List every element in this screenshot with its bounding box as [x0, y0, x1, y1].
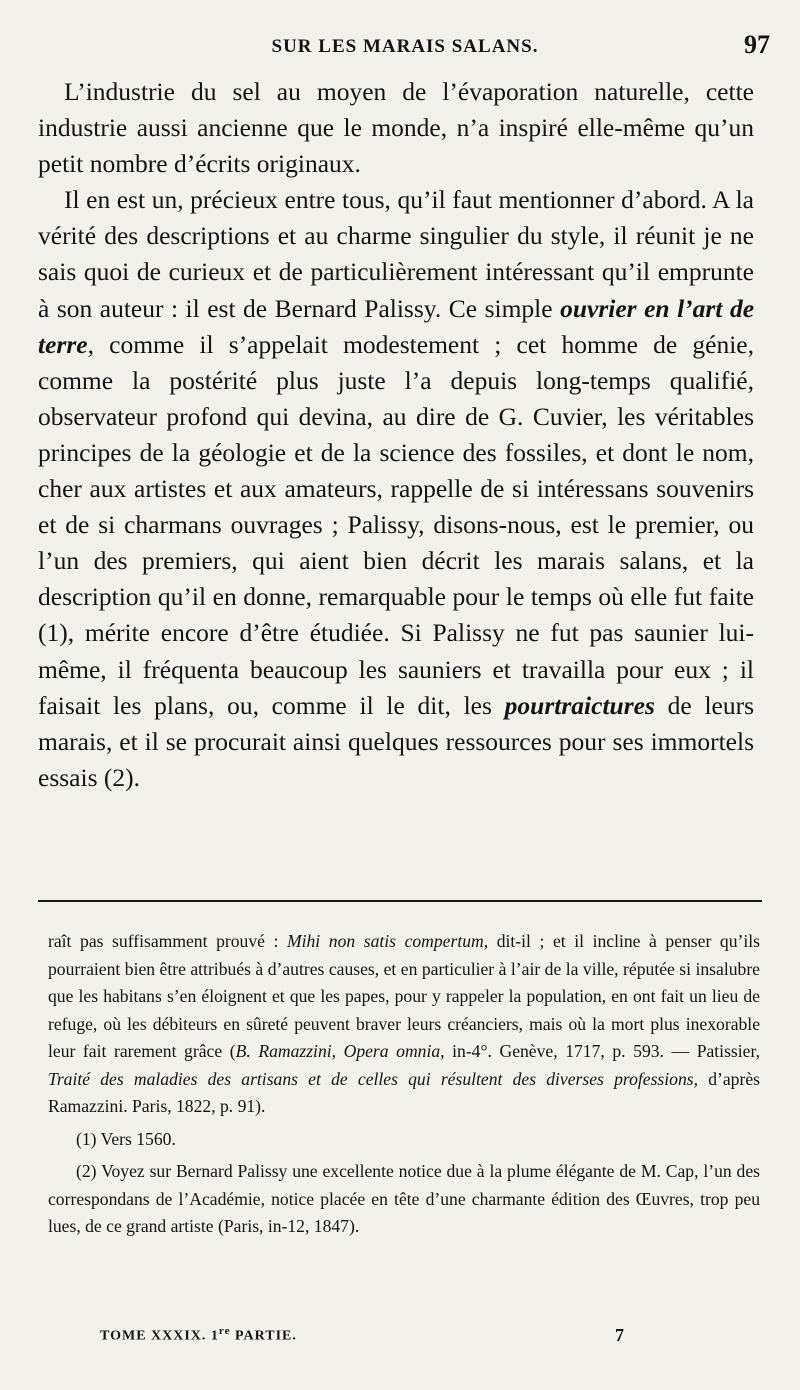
paragraph-2: Il en est un, précieux entre tous, qu’il faut mentionner d’abord. A la vérité des descriptions et au charme singulier du style, il réunit je ne sais quoi de curieux et de particulièrement intéressant qu’il emprunte à son auteur : il est de Bernard Palissy. Ce simple ouvrier en l’art de terre, comme il s’appelait modestement ; cet homme de génie, comme la postérité plus juste l’a depuis long-temps qualifié, observateur profond qui devina, au dire de G. Cuvier, les véritables principes de la géologie et de la science des fossiles, et dont le nom, cher aux artistes et aux amateurs, rappelle de si intéressans souvenirs et de si charmans ouvrages ; Palissy, disons-nous, est le premier, ou l’un des premiers, qui aient bien décrit les marais salans, et la description qu’il en donne, remarquable pour le temps où elle fut faite (1), mérite encore d’être étudiée. Si Palissy ne fut pas saunier lui-même, il fréquenta beaucoup les sauniers et travailla pour eux ; il faisait les plans, ou, comme il le dit, les pourtraictures de leurs marais, et il se procurait ainsi quelques ressources pour ses immortels essais (2). — [38, 185, 755, 792]
footnote-2: (2) Voyez sur Bernard Palissy une excellente notice due à la plume élégante de M. Cap, l’un des correspondans de l’Académie, notice placée en tête d’une charmante édition des Œuvres, trop peu lues, de ce grand artiste (Paris, in-12, 1847). — [48, 1161, 760, 1236]
footnotes — [48, 928, 760, 1241]
sheet-signature: TOME XXXIX. 1re PARTIE. — [100, 1325, 297, 1344]
running-head — [38, 30, 772, 66]
emphasis-pourtraictures: pourtraictures — [504, 690, 655, 720]
running-title: SUR LES MARAIS SALANS. — [271, 36, 539, 57]
sheet-number: 7 — [615, 1325, 624, 1345]
paragraph-1: L’industrie du sel au moyen de l’évaporation naturelle, cette industrie aussi ancienne que le monde, n’a inspiré elle-même qu’un petit nombre d’écrits originaux. — [38, 77, 754, 179]
page-number: 97 — [744, 30, 770, 59]
footnote-continuation: raît pas suffisamment prouvé : Mihi non satis compertum, dit-il ; et il incline à penser qu’ils pourraient bien être attribués à d’autres causes, et en particulier à l’air de la ville, réputée si insalubre que les habitans s’en éloignent et que les papes, pour y rappeler la population, en ont fait un lieu de refuge, où les débiteurs en sûreté peuvent braver leurs créanciers, mais où la mort plus inexorable leur fait rarement grâce (B. Ramazzini, Opera omnia, in-4°. Genève, 1717, p. 593. — Patissier, Traité des maladies des artisans et de celles qui résultent des diverses professions, d’après Ramazzini. Paris, 1822, p. 91). — [48, 931, 761, 1116]
footnote-1: (1) Vers 1560. — [76, 1128, 176, 1149]
footnote-rule — [38, 900, 762, 902]
body-text — [38, 74, 754, 796]
emphasis-art-de-terre: ouvrier en l’art de terre — [38, 293, 755, 359]
